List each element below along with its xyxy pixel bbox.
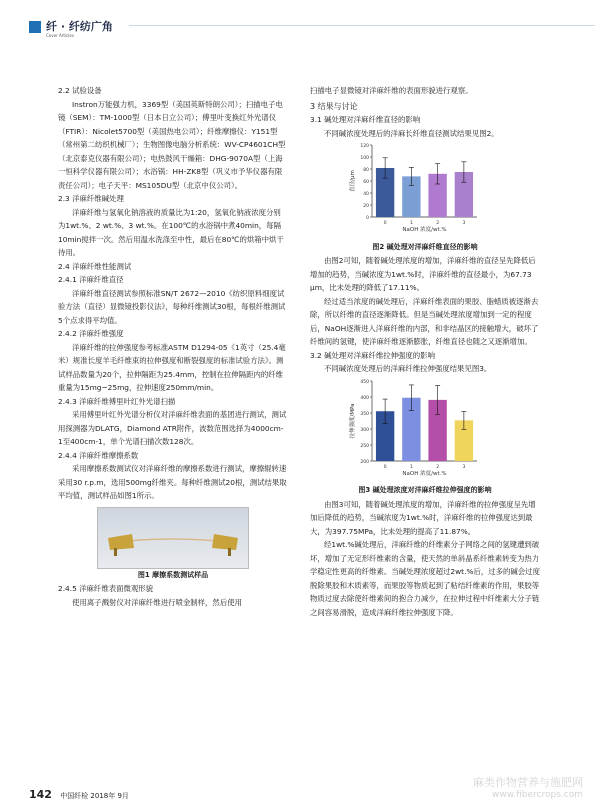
para-2-3: 洋麻纤维与氢氧化钠溶液的质量比为1:20，氢氧化钠液浓度分别为1wt.%、2 wt.%、3 wt.%。在100℃的水浴锅中煮40min，每隔10min搅拌一次。然后用温水洗涤至中性，最后在80℃的烘箱中烘干待用。 xyxy=(58,207,284,257)
y-tick-label: 450 xyxy=(360,379,369,385)
y-tick-label: 20 xyxy=(363,204,369,209)
para-2-2: Instron万能强力机，3369型（美国英斯特朗公司）；扫描电子电镜（SEM）：TM-1000型（日本日立公司）；傅里叶变换红外光谱仪（FTIR）：Nicolet5700型（美国热电公司）；纤维摩擦仪：Y151型（常州第二纺织机械厂）；生物图像电脑分析系统：WV-CP4601CH型（北京泰克仪器有限公司）；电热鼓风干燥箱：DHG-9070A型（上海一恒科学仪器有限公司）；水浴锅：HH-ZK8型（巩义市予华仪器有限责任公司）；电子天平：MS105DU型（北京中仪公司）。 xyxy=(58,99,286,190)
para-3-1: 不同碱浓度处理后的洋麻长纤维直径测试结果见图2。 xyxy=(324,128,499,138)
header-rule xyxy=(129,25,595,26)
figure-1-photo xyxy=(97,507,249,569)
tensile-strength-bar-chart xyxy=(310,376,540,480)
journal-name: 中国纤检 2018年 9月 xyxy=(60,792,129,800)
x-tick-label: 3 xyxy=(462,464,466,470)
para-fig3-a: 由图3可知，随着碱处理浓度的增加，洋麻纤维的拉伸强度呈先增加后降低的趋势，当碱浓度为1wt.%时，洋麻纤维的拉伸强度达到最大，为397.75MPa，比未处理的提高了11.87%。 xyxy=(310,499,536,536)
diameter-bar-chart xyxy=(310,140,540,236)
heading-2-4-4: 2.4.4 洋麻纤维摩擦系数 xyxy=(58,450,139,460)
section-subtitle: Cover Articles xyxy=(46,33,74,38)
figure-3-caption: 图3 碱处理浓度对洋麻纤维拉伸强度的影响 xyxy=(358,486,492,494)
left-column xyxy=(58,84,288,609)
page-number: 142 xyxy=(29,788,52,801)
right-column xyxy=(310,84,540,619)
section-title: 纤 · 纤纺广角 xyxy=(46,20,113,33)
para-2-4-5: 使用离子溅射仪对洋麻纤维进行喷金制样，然后使用 xyxy=(72,597,242,607)
y-tick-label: 80 xyxy=(363,168,369,173)
y-tick-label: 200 xyxy=(360,459,369,465)
para-2-4-2: 洋麻纤维的拉伸强度参考标准ASTM D1294-05《1英寸（25.4毫米）规准长度羊毛纤维束的拉伸强度和断裂强度的标准试验方法》。测试样品数量为20个，拉伸隔距为25.4mm，控制在拉伸隔距内的纤维重量为15mg~25mg，拉伸速度250mm/min。 xyxy=(58,342,286,392)
x-tick-label: 3 xyxy=(462,221,466,226)
watermark-cn: 麻类作物营养与施肥网 xyxy=(473,776,583,789)
x-tick-label: 1 xyxy=(409,221,413,226)
x-tick-label: 2 xyxy=(436,221,440,226)
heading-2-4-1: 2.4.1 洋麻纤维直径 xyxy=(58,275,124,284)
page-header xyxy=(0,18,595,52)
heading-3: 3 结果与讨论 xyxy=(310,101,358,111)
heading-3-1: 3.1 碱处理对洋麻纤维直径的影响 xyxy=(310,115,421,124)
figure-2-caption: 图2 碱处理对洋麻纤维直径的影响 xyxy=(372,242,478,251)
header-logo-square xyxy=(29,21,41,33)
para-intro: 扫描电子显微镜对洋麻纤维的表面形貌进行观察。 xyxy=(310,86,473,95)
x-tick-label: 0 xyxy=(383,221,387,226)
y-tick-label: 0 xyxy=(366,216,369,221)
para-fig3-b: 经1wt.%碱处理后，洋麻纤维的纤维素分子网络之间的氢键遭到破坏，增加了无定形纤维素的含量，使天然的单斜晶系纤维素转变为热力学稳定性更高的纤维素。当碱处理浓度超过2wt.%后，过多的碱会过度脱除果胶和木质素等，而果胶等物质起到了粘结纤维素的作用，果胶等物质过度去除使纤维素间的抱合力减少，在拉伸过程中纤维素大分子链之间容易滑脱，造成洋麻纤维拉伸强度下降。 xyxy=(310,540,540,617)
watermark-url: www.fibercrops.com xyxy=(492,790,583,800)
y-tick-label: 350 xyxy=(360,411,369,417)
x-tick-label: 2 xyxy=(436,464,440,470)
para-2-4-1: 洋麻纤维直径测试参照标准SN/T 2672—2010《纺织原料细度试验方法（直径）显微镜投影仪法》，每种纤维测试30根，每根纤维测试5个点求得平均值。 xyxy=(58,288,286,325)
para-3-2: 不同碱浓度处理后的洋麻纤维拉伸强度结果见图3。 xyxy=(324,364,492,373)
figure-1-caption: 图1 摩擦系数测试样品 xyxy=(137,570,209,579)
para-2-4-4: 采用摩擦系数测试仪对洋麻纤维的摩擦系数进行测试，摩擦辊转速采用30 r.p.m，选用500mg纤维夹。每种纤维测试20根，测试结果取平均值，测试样品如图1所示。 xyxy=(58,464,287,500)
y-tick-label: 300 xyxy=(360,427,369,433)
y-axis-label: 拉伸强度/MPa xyxy=(350,402,356,439)
y-tick-label: 400 xyxy=(360,395,369,401)
y-tick-label: 40 xyxy=(363,192,369,197)
fiber-clips-illustration xyxy=(98,508,248,568)
heading-2-4-3: 2.4.3 洋麻纤维傅里叶红外光谱扫描 xyxy=(58,396,176,406)
heading-2-3: 2.3 洋麻纤维碱处理 xyxy=(58,194,124,203)
heading-2-4-5: 2.4.5 洋麻纤维表面微观形貌 xyxy=(58,584,154,593)
y-tick-label: 120 xyxy=(360,144,369,149)
x-tick-label: 1 xyxy=(409,464,413,470)
heading-2-4-2: 2.4.2 洋麻纤维强度 xyxy=(58,329,124,338)
y-axis-label: 直径/μm xyxy=(350,170,356,192)
heading-2-4: 2.4 洋麻纤维性能测试 xyxy=(58,261,132,271)
page-footer xyxy=(29,788,129,801)
x-axis-label: NaOH 浓度/wt.% xyxy=(402,227,447,233)
y-tick-label: 60 xyxy=(363,180,369,185)
y-tick-label: 250 xyxy=(360,443,369,449)
y-tick-label: 100 xyxy=(360,156,369,161)
heading-3-2: 3.2 碱处理对洋麻纤维拉伸强度的影响 xyxy=(310,350,435,360)
heading-2-2: 2.2 试验设备 xyxy=(58,86,102,95)
x-tick-label: 0 xyxy=(383,464,387,470)
para-fig2-b: 经过适当浓度的碱处理后，洋麻纤维表面的果胶、脂蜡质被逐渐去除，所以纤维的直径逐渐降低。但是当碱处理浓度增加到一定的程度后，NaOH逐渐进入洋麻纤维的内部，和非结晶区的接触增大，破坏了纤维间的氢键，使洋麻纤维逐渐膨胀，纤维直径也随之又逐渐增加。 xyxy=(310,296,539,346)
para-2-4-3: 采用傅里叶红外光谱分析仪对洋麻纤维表面的基团进行测试，测试用探测器为DLATG，Diamond ATR附件，波数范围选择为4000cm-1至400cm-1，单个光谱扫描次数128次。 xyxy=(58,410,287,446)
x-axis-label: NaOH 浓度/wt.% xyxy=(402,470,447,477)
para-fig2-a: 由图2可知，随着碱处理浓度的增加，洋麻纤维的直径呈先降低后增加的趋势，当碱浓度为1wt.%时，洋麻纤维的直径最小，为67.73 μm，比未处理的降低了17.11%。 xyxy=(310,256,536,292)
